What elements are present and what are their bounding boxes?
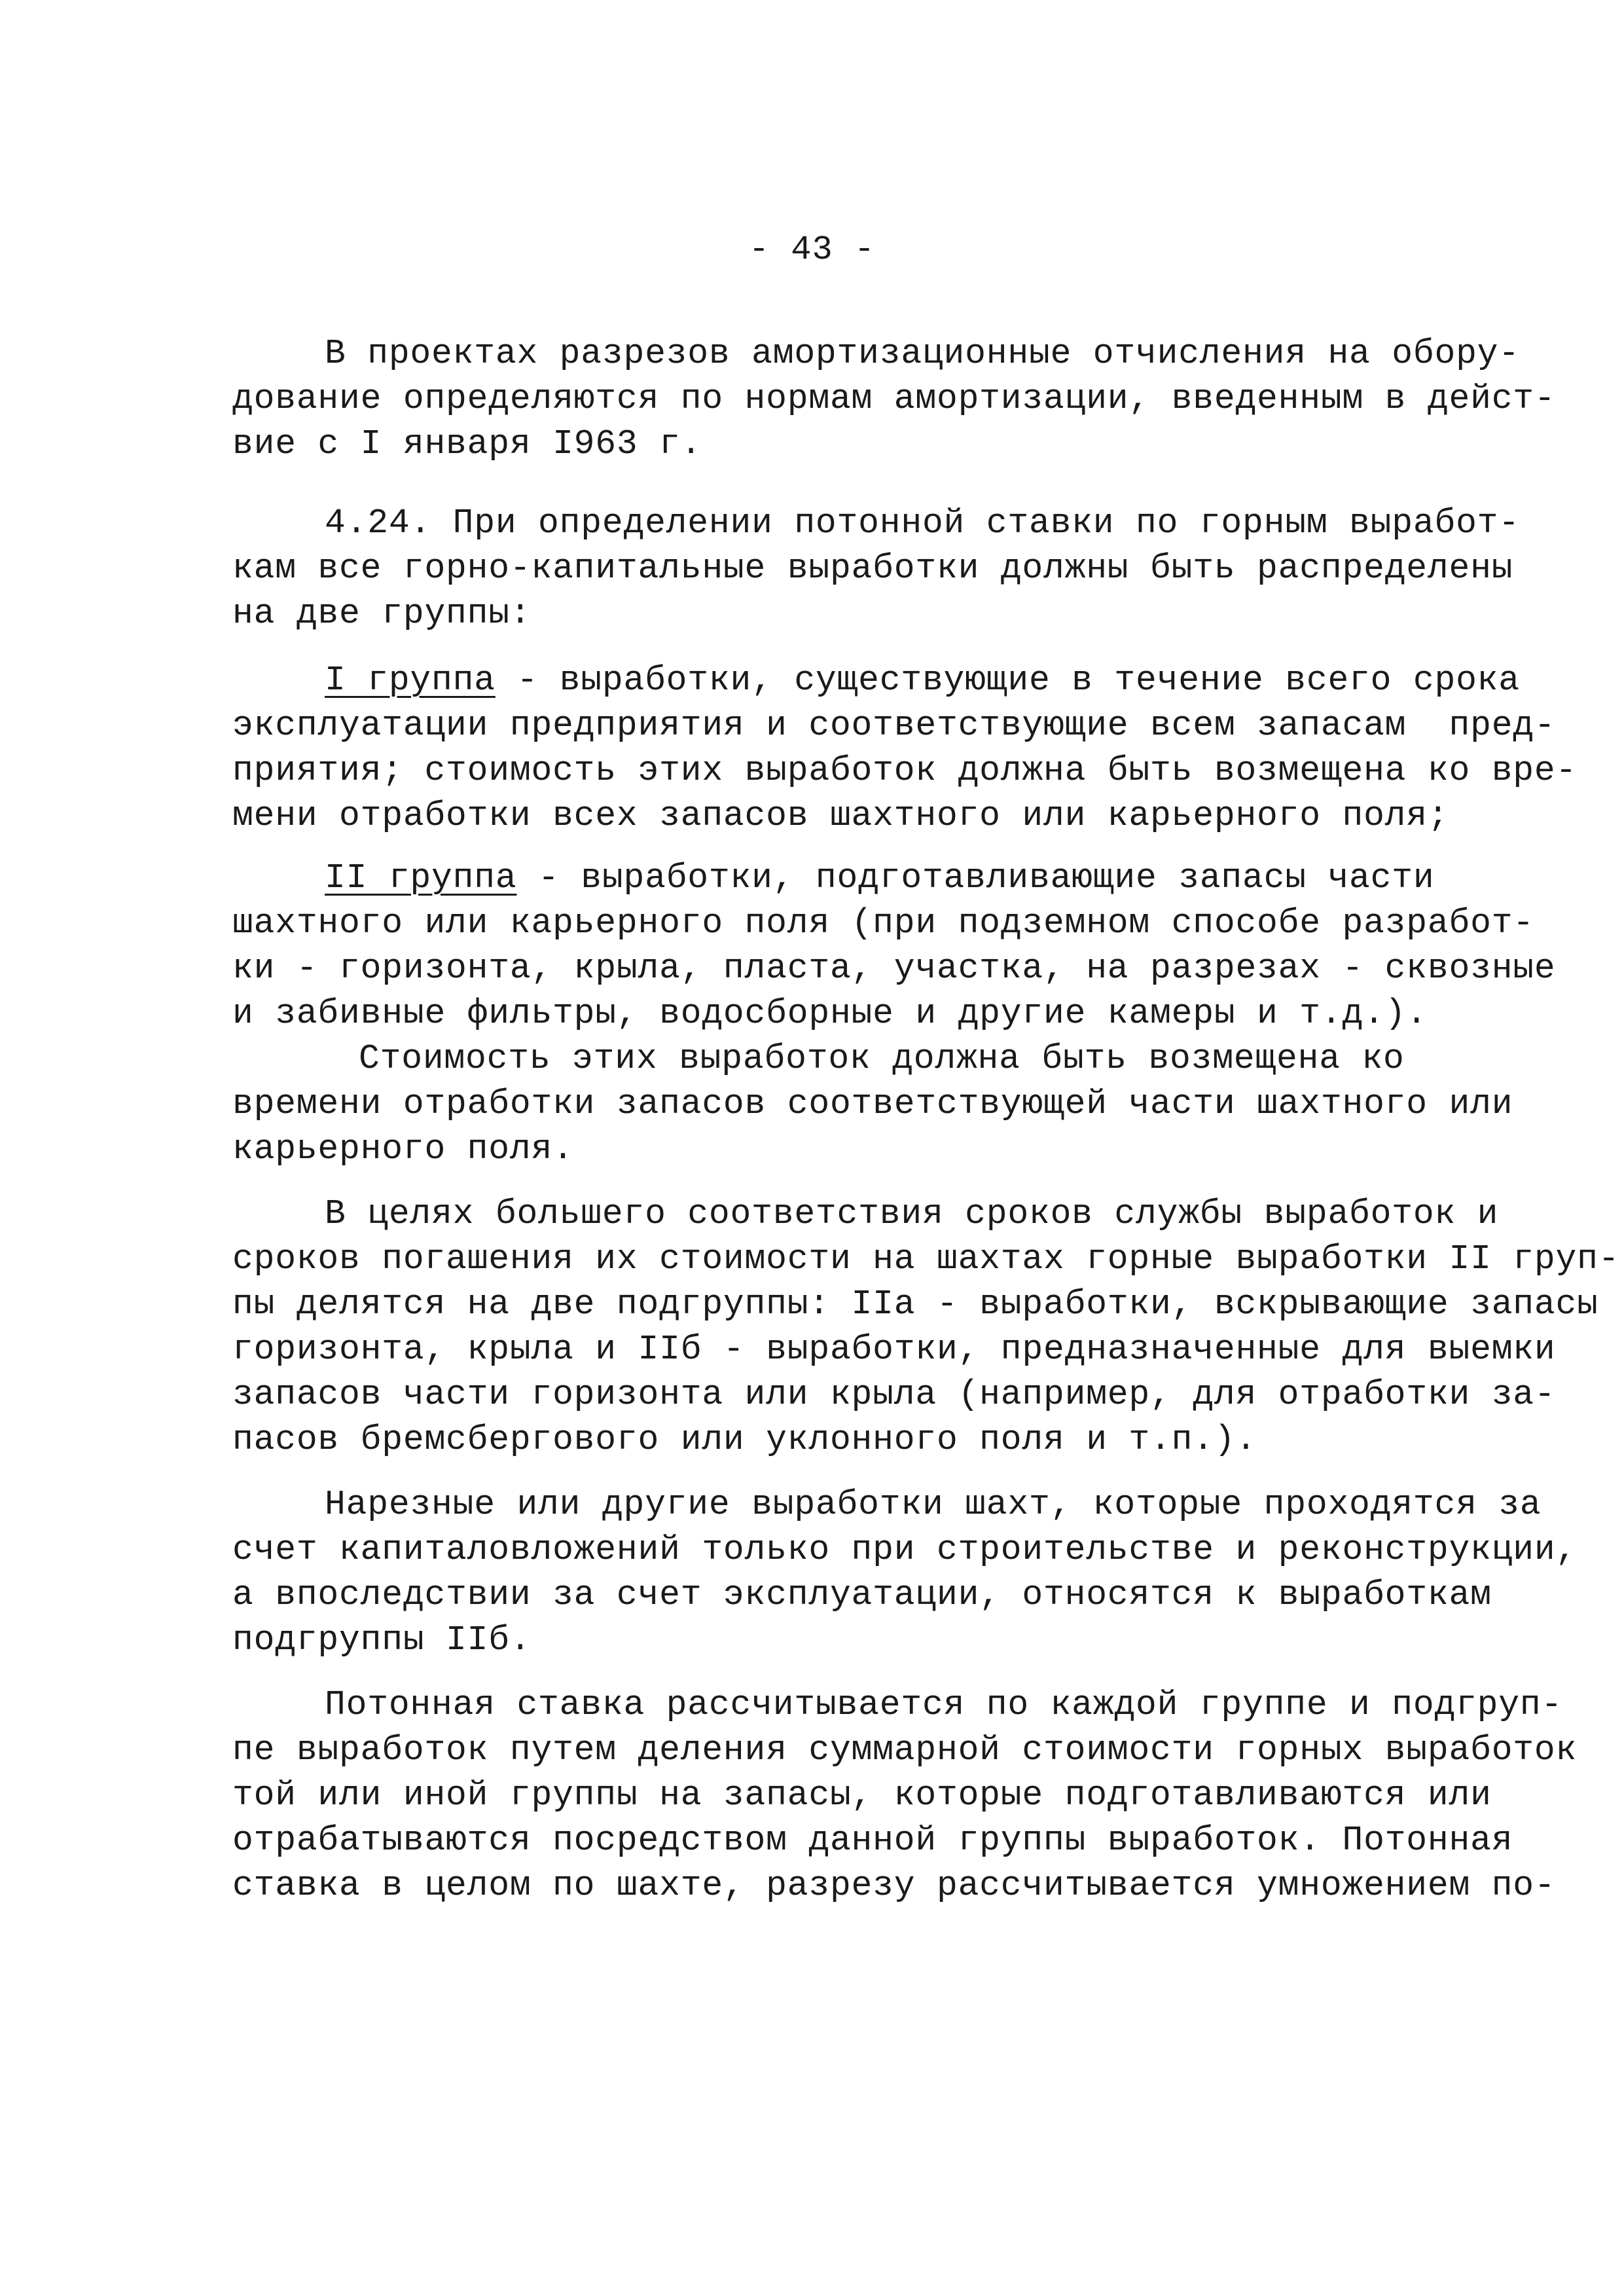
group-2-first-line — [325, 857, 1434, 899]
group-2-line-7: карьерного поля. — [232, 1129, 574, 1169]
paragraph-7-line-3: той или иной группы на запасы, которые подготавливаются или — [232, 1776, 1492, 1815]
paragraph-7-line-5: ставка в целом по шахте, разрезу рассчитывается умножением по- — [232, 1866, 1556, 1905]
group-2-line-2: шахтного или карьерного поля (при подземном способе разработ- — [232, 903, 1534, 943]
group-1-line-1: - выработки, существующие в течение всего срока — [495, 661, 1520, 700]
paragraph-6-line-3: а впоследствии за счет эксплуатации, относятся к выработкам — [232, 1575, 1492, 1614]
group-2-line-5: Стоимость этих выработок должна быть возмещена ко — [359, 1039, 1405, 1078]
group-1-line-4: мени отработки всех запасов шахтного или карьерного поля; — [232, 796, 1449, 835]
paragraph-5-line-3: пы делятся на две подгруппы: IIа - выработки, вскрывающие запасы — [232, 1285, 1598, 1324]
group-2-label: II группа — [325, 858, 517, 898]
paragraph-7-line-1: Потонная ставка рассчитывается по каждой группе и подгруп- — [325, 1685, 1563, 1724]
paragraph-1-line-2: дование определяются по нормам амортизации, введенным в дейст- — [232, 379, 1556, 418]
paragraph-5-line-4: горизонта, крыла и IIб - выработки, предназначенные для выемки — [232, 1330, 1556, 1369]
paragraph-6-line-1: Нарезные или другие выработки шахт, которые проходятся за — [325, 1485, 1542, 1524]
paragraph-5-line-5: запасов части горизонта или крыла (например, для отработки за- — [232, 1375, 1556, 1414]
paragraph-1-line-1: В проектах разрезов амортизационные отчисления на обору- — [325, 334, 1520, 373]
page-number: - 43 - — [748, 230, 876, 269]
paragraph-5-line-6: пасов бремсбергового или уклонного поля и т.п.). — [232, 1420, 1257, 1459]
paragraph-5-line-1: В целях большего соответствия сроков службы выработок и — [325, 1194, 1499, 1233]
paragraph-2-line-2: кам все горно-капитальные выработки должны быть распределены — [232, 549, 1513, 588]
paragraph-6-line-4: подгруппы IIб. — [232, 1620, 532, 1660]
paragraph-1-line-3: вие с I января I963 г. — [232, 424, 702, 464]
group-1-line-2: эксплуатации предприятия и соответствующие всем запасам пред- — [232, 706, 1556, 745]
paragraph-7-line-2: пе выработок путем деления суммарной стоимости горных выработок — [232, 1730, 1578, 1770]
group-2-line-4: и забивные фильтры, водосборные и другие камеры и т.д.). — [232, 994, 1428, 1033]
group-1-line-3: приятия; стоимость этих выработок должна быть возмещена ко вре- — [232, 751, 1578, 790]
group-1-label: I группа — [325, 661, 496, 700]
paragraph-2-line-3: на две группы: — [232, 594, 532, 633]
paragraph-2-line-1: 4.24. При определении потонной ставки по горным выработ- — [325, 503, 1520, 543]
group-2-line-1: - выработки, подготавливающие запасы части — [516, 858, 1435, 898]
group-2-line-6: времени отработки запасов соответствующей части шахтного или — [232, 1084, 1513, 1123]
paragraph-5-line-2: сроков погашения их стоимости на шахтах горные выработки II груп- — [232, 1239, 1620, 1279]
paragraph-6-line-2: счет капиталовложений только при строительстве и реконструкции, — [232, 1530, 1578, 1569]
group-2-line-3: ки - горизонта, крыла, пласта, участка, на разрезах - сквозные — [232, 949, 1556, 988]
group-1-first-line — [325, 659, 1520, 701]
paragraph-7-line-4: отрабатываются посредством данной группы выработок. Потонная — [232, 1821, 1513, 1860]
